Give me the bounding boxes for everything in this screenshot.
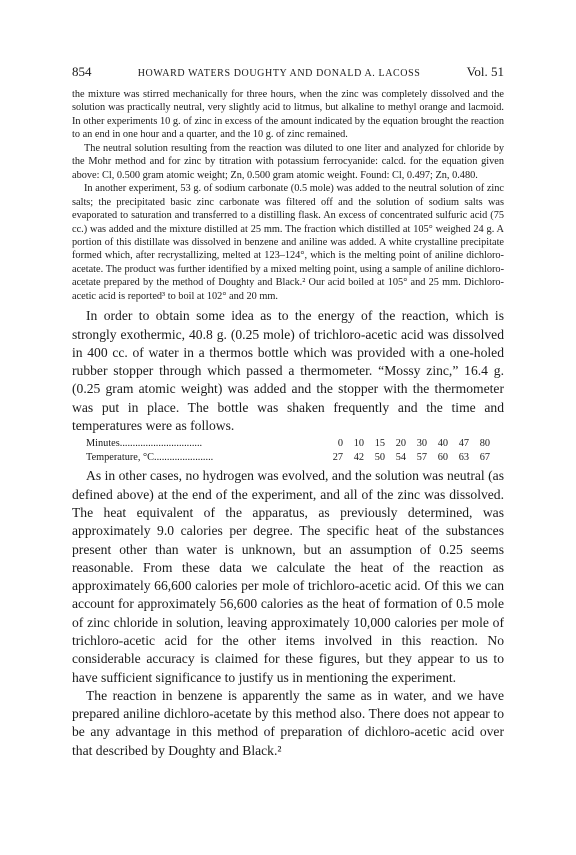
table-row-label: Minutes................................ [86,438,203,450]
table-row-temperature [86,451,504,465]
paragraph-energy: In order to obtain some idea as to the energy of the reaction, which is strongly exothermic, 40.8 g. (0.25 mole) of trichloro-acetic acid was dissolved in 400 cc. of water in a thermos bottle which was provided with a one-holed rubber stopper through which passed a thermometer. “Mossy zinc,” 16.4 g. (0.25 gram atomic weight) was added and the stopper with the thermometer was put in place. The bottle was shaken frequently and the time and temperatures were as follows. [72,308,504,434]
paragraph-heat-calculation: As in other cases, no hydrogen was evolved, and the solution was neutral (as defined above) at the end of the experiment, and all of the zinc was dissolved. The heat equivalent of the apparatus, as previously determined, was approximately 9.0 calories per degree. The specific heat of the substances present other than water is unknown, but an assumption of 0.25 seems reasonable. From these data we calculate the heat of the reaction as approximately 66,600 calories per mole of trichloro-acetic acid. Of this we can account for approximately 56,600 calories as the heat of formation of 0.5 mole of zinc chloride in solution, leaving approximately 10,000 calories per mole of trichloro-acetic acid for the other items involved in this reaction. No considerable accuracy is claimed for these figures, but they appear to us to have sufficient significance to justify us in mentioning the experiment. [72,468,504,685]
table-cell: 30 [416,438,427,450]
discussion-section [72,307,504,760]
table-cell: 20 [395,438,406,450]
volume-label: Vol. 51 [466,64,504,79]
table-cell: 10 [353,438,364,450]
time-temperature-table [86,437,504,465]
table-cell: 80 [479,438,490,450]
table-cell: 63 [458,452,469,464]
paragraph-analysis: The neutral solution resulting from the reaction was diluted to one liter and analyzed for chloride by the Mohr method and for zinc by titration with potassium ferrocyanide: calcd. for the equation given above: Cl, 0.500 gram atomic weight; Zn, 0.500 gram atomic weight. Found: Cl, 0.497; Zn, 0.480. [72,142,504,181]
page-number: 854 [72,64,92,79]
paragraph-benzene: The reaction in benzene is apparently the same as in water, and we have prepared aniline dichloro-acetate by this method also. There does not appear to be any advantage in this method of preparation of dichloro-acetic acid over that described by Doughty and Black.² [72,687,504,758]
table-cell: 50 [374,452,385,464]
table-cell: 0 [337,438,343,450]
table-row-label: Temperature, °C....................... [86,452,214,464]
table-cell: 57 [416,452,427,464]
table-cell: 47 [458,438,469,450]
table-cell: 67 [479,452,490,464]
table-cell: 15 [374,438,385,450]
running-title: HOWARD WATERS DOUGHTY AND DONALD A. LACOSS [137,68,421,79]
experimental-section [72,88,504,303]
page-header [72,64,504,80]
journal-page [72,64,504,760]
table-cell: 54 [395,452,406,464]
paragraph-sodium-carbonate: In another experiment, 53 g. of sodium carbonate (0.5 mole) was added to the neutral solution of zinc salts; the precipitated basic zinc carbonate was filtered off and the solution of sodium salts was evaporated to saturation and transferred to a distilling flask. An excess of concentrated sulfuric acid (75 cc.) was added and the mixture distilled at 25 mm. The fraction which distilled at 105° weighed 24 g. A portion of this distillate was dissolved in benzene and aniline was added. A white crystalline precipitate formed which, after recrystallizing, melted at 123–124°, which is the melting point of aniline dichloro-acetate. The product was further identified by a mixed melting point, using a sample of aniline dichloro-acetate prepared by the method of Doughty and Black.² Our acid boiled at 105° and 25 mm. Dichloro-acetic acid is reported³ to boil at 102° and 20 mm. [72,183,504,302]
table-cell: 60 [437,452,448,464]
table-cell: 40 [437,438,448,450]
paragraph-stirring: the mixture was stirred mechanically for three hours, when the zinc was completely dissolved and the solution was practically neutral, very slightly acid to litmus, but alkaline to methyl orange and lacmoid. In other experiments 10 g. of zinc in excess of the amount indicated by the equation brought the reaction to an end in one hour and a quarter, and the 10 g. of zinc remained. [72,89,504,141]
table-cell: 42 [353,452,364,464]
table-cell: 27 [332,452,343,464]
table-row-minutes [86,437,504,451]
